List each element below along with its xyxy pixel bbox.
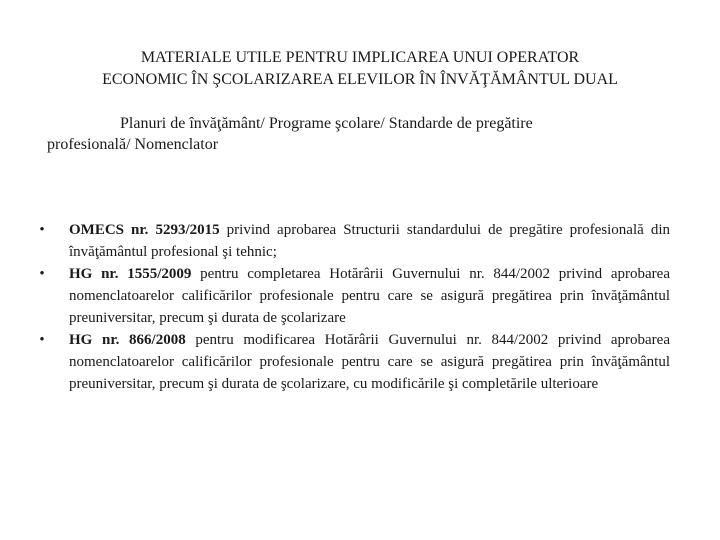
bullet-icon: •	[39, 222, 45, 238]
list-item	[32, 219, 670, 263]
title-line-2: ECONOMIC ÎN ŞCOLARIZAREA ELEVILOR ÎN ÎNVĂŢĂMÂNTUL DUAL	[102, 71, 618, 88]
subtitle-line-1: Planuri de învăţământ/ Programe şcolare/ Standarde de pregătire	[120, 115, 533, 132]
list-item	[32, 329, 670, 395]
regulation-reference: OMECS nr. 5293/2015	[69, 222, 220, 238]
regulation-reference: HG nr. 866/2008	[69, 332, 186, 348]
bullet-icon: •	[39, 332, 45, 348]
title-line-1: MATERIALE UTILE PENTRU IMPLICAREA UNUI OPERATOR	[140, 49, 580, 66]
regulation-description: pentru modificarea Hotărârii Guvernului nr. 844/2002 privind aprobarea nomenclatoarelor calificărilor profesionale pentru care se asigură pregătirea prin învăţământul preuniversitar, precum şi durata de şcolarizare, cu modificările şi completările ulterioare	[69, 332, 670, 392]
bullet-icon: •	[39, 266, 45, 282]
regulation-description: privind aprobarea Structurii standardului de pregătire profesională din învăţământul profesional şi tehnic;	[69, 222, 670, 260]
regulation-list	[32, 219, 670, 395]
section-subtitle	[47, 113, 667, 155]
page-title	[30, 47, 690, 91]
list-item	[32, 263, 670, 329]
subtitle-line-2: profesională/ Nomenclator	[47, 136, 219, 153]
regulation-description: pentru completarea Hotărârii Guvernului nr. 844/2002 privind aprobarea nomenclatoarelor calificărilor profesionale pentru care se asigură pregătirea prin învăţământul preuniversitar, precum şi durata de şcolarizare	[69, 266, 670, 326]
regulation-reference: HG nr. 1555/2009	[69, 266, 192, 282]
